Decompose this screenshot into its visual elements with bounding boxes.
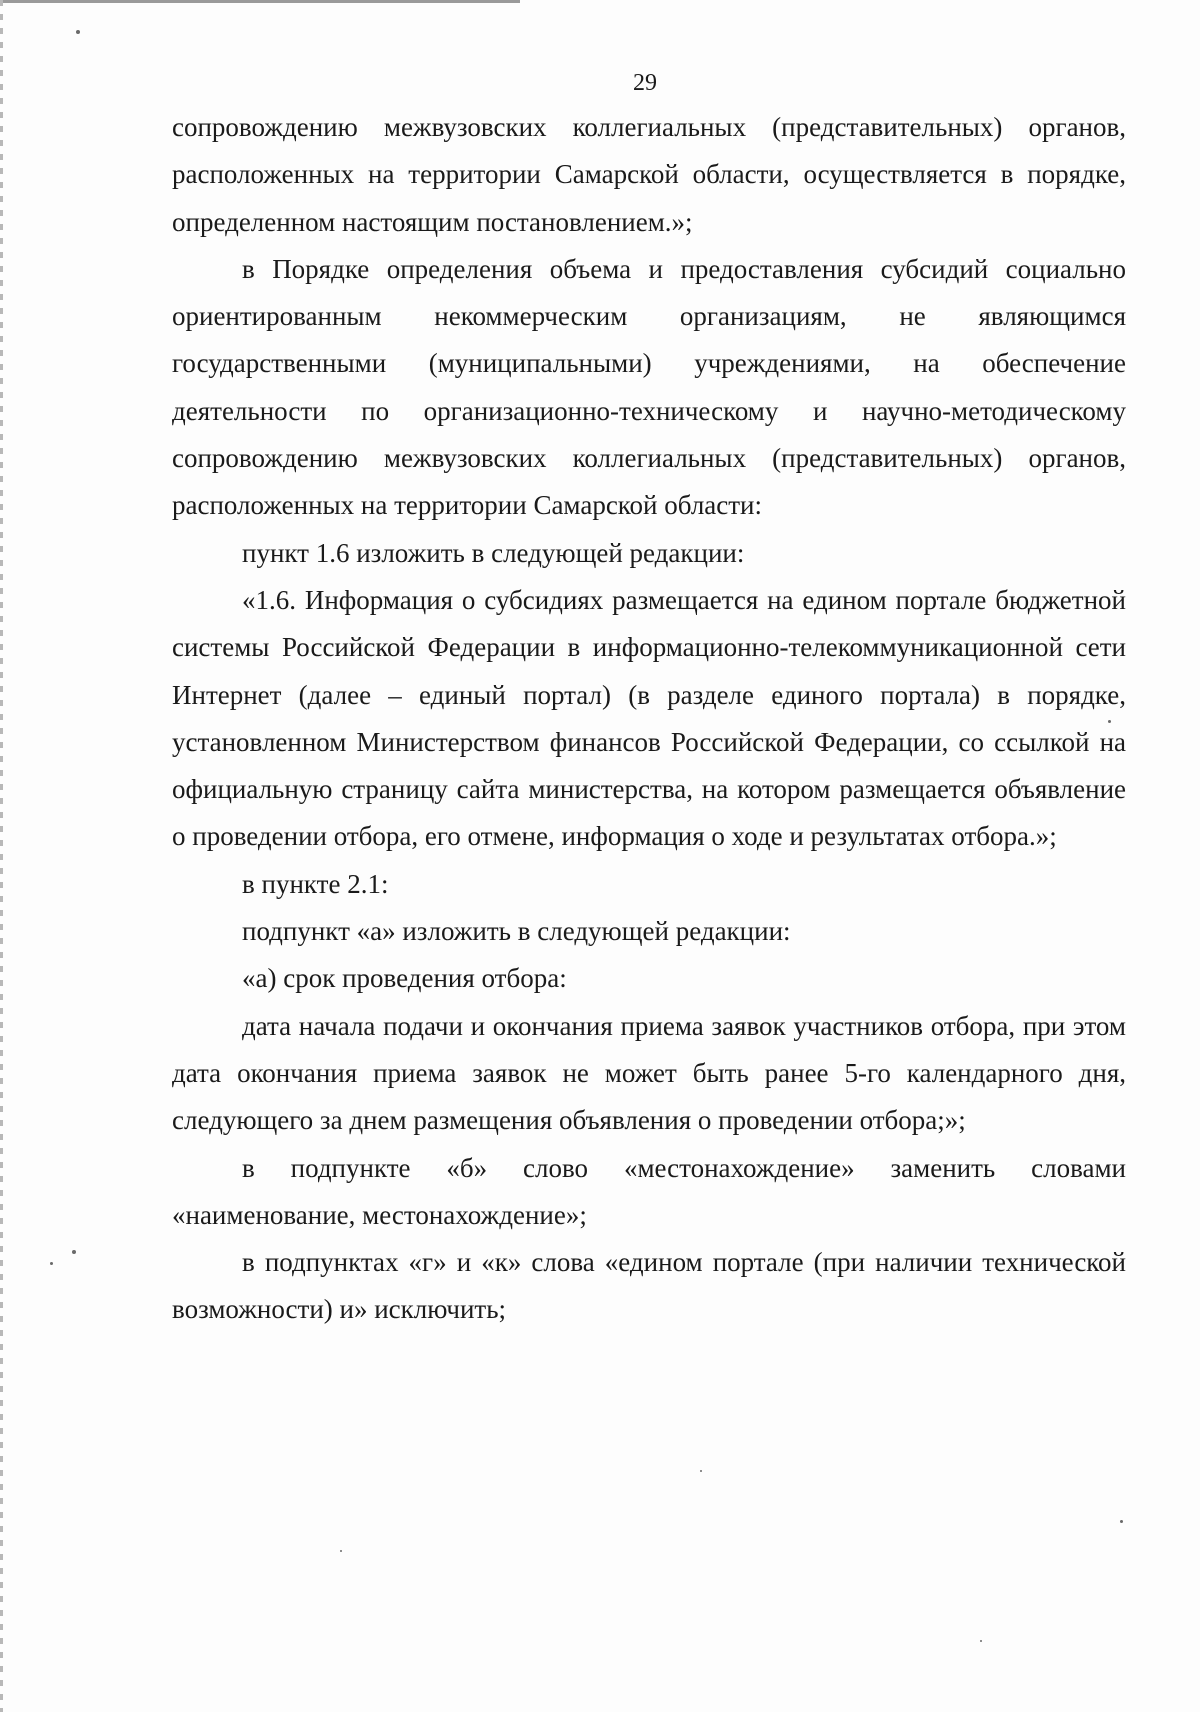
paragraph: сопровождению межвузовских коллегиальных (представительных) органов, расположенных на территории Самарской области, осуществляется в порядке, определенном настоящим постановлением.»;: [172, 112, 1126, 237]
scan-speck: [340, 1550, 342, 1552]
page-number: 29: [633, 70, 657, 96]
paragraph: «1.6. Информация о субсидиях размещается на едином портале бюджетной системы Российской Федерации в информационно-телекоммуникационной сети Интернет (далее – единый портал) (в разделе единого портала) в порядке, установленном Министерством финансов Российской Федерации, со ссылкой на официальную страницу сайта министерства, на котором размещается объявление о проведении отбора, его отмене, информация о ходе и результатах отбора.»;: [172, 584, 1126, 852]
paragraph: в подпунктах «г» и «к» слова «едином портале (при наличии технической возможности) и» исключить;: [172, 1247, 1126, 1325]
scan-speck: [1108, 720, 1111, 723]
paragraph: в подпункте «б» слово «местонахождение» заменить словами «наименование, местонахождение»;: [172, 1152, 1126, 1230]
paragraph: в пункте 2.1:: [242, 868, 389, 899]
paragraph: подпункт «а» изложить в следующей редакции:: [242, 916, 791, 947]
scan-speck: [980, 1640, 982, 1642]
document-body: [172, 104, 1126, 1334]
scan-top-edge: [0, 0, 520, 3]
paragraph: «а) срок проведения отбора:: [242, 963, 567, 994]
scan-speck: [76, 30, 80, 34]
scan-speck: [50, 1262, 53, 1265]
scan-left-edge: [0, 0, 3, 1712]
paragraph: дата начала подачи и окончания приема заявок участников отбора, при этом дата окончания приема заявок не может быть ранее 5-го календарного дня, следующего за днем размещения объявления о проведении отбора;»;: [172, 1010, 1126, 1136]
paragraph: в Порядке определения объема и предоставления субсидий социально ориентированным некоммерческим организациям, не являющимся государственными (муниципальными) учреждениями, на обеспечение деятельности по организационно-техническому и научно-методическому сопровождению межвузовских коллегиальных (представительных) органов, расположенных на территории Самарской области:: [172, 253, 1126, 521]
scan-speck: [700, 1470, 702, 1472]
paragraph: пункт 1.6 изложить в следующей редакции:: [242, 537, 745, 568]
scan-speck: [1120, 1520, 1123, 1523]
scan-speck: [72, 1250, 76, 1254]
